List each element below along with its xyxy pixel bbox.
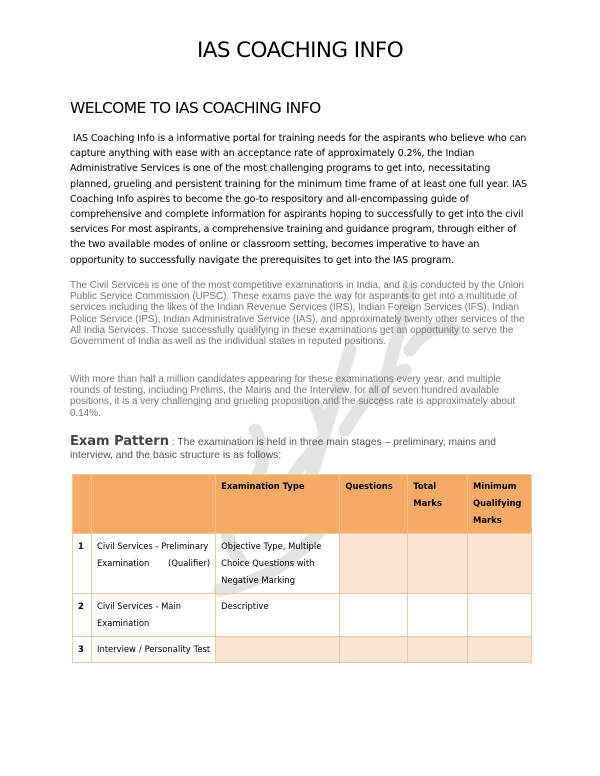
row-questions [340, 534, 408, 594]
header-stage [91, 475, 215, 534]
row-min-marks [468, 534, 532, 594]
header-num [73, 475, 92, 534]
row-exam-type: Objective Type, Multiple Choice Questions with Negative Marking [216, 534, 340, 594]
header-total-marks: Total Marks [408, 475, 468, 534]
section-heading: WELCOME TO IAS COACHING INFO [70, 99, 321, 117]
row-stage: Civil Services - Main Examination [91, 594, 215, 637]
row-total-marks [408, 594, 468, 637]
civil-services-paragraph: The Civil Services is one of the most competitive examinations in India, and it is conducted by the Union Public Service Commission (UPSC). These exams pave the way for aspirants to get into a multitude of services including the likes of the Indian Revenue Services (IRS), Indian Foreign Services (IFS), Indian Police Service (IPS), Indian Administrative Service (IAS), and approximately twenty other services of the All India Services. Those successfully qualifying in these examinations get an opportunity to serve the Government of India as well as the individual states in reputed positions. [70, 280, 525, 348]
row-questions [340, 594, 408, 637]
intro-paragraph: IAS Coaching Info is a informative portal for training needs for the aspirants who believe who can capture anything with ease with an acceptance rate of approximately 0.2%, the Indian Administrative Services is one of the most challenging programs to get into, necessitating planned, grueling and persistent training for the minimum time frame of at least one full year. IAS Coaching Info aspires to become the go-to respository and all-encompassing guide of comprehensive and complete information for aspirants hoping to successfully to get into the civil services For most aspirants, a comprehensive training and guidance program, through either of the two available modes of online or classroom setting, becomes imperative to have an opportunity to successfully navigate the prerequisites to get into the IAS program. [70, 133, 530, 266]
row-total-marks [408, 534, 468, 594]
row-questions [340, 637, 408, 663]
exam-pattern-intro [70, 435, 540, 462]
page-title: IAS COACHING INFO [196, 38, 404, 63]
row-stage: Interview / Personality Test [91, 637, 215, 663]
row-exam-type [216, 637, 340, 663]
table-row [73, 594, 532, 637]
table-row [73, 637, 532, 663]
header-exam-type: Examination Type [216, 475, 340, 534]
exam-pattern-table [72, 474, 532, 663]
header-min-marks: Minimum Qualifying Marks [468, 475, 532, 534]
exam-pattern-label: Exam Pattern [70, 434, 169, 449]
row-stage: Civil Services - Preliminary Examination (Qualifier) [91, 534, 215, 594]
exam-pattern-text: : The examination is held in three main stages – preliminary, mains and interview, and the basic structure is as follows: [70, 437, 496, 461]
row-exam-type: Descriptive [216, 594, 340, 637]
table-header-row [73, 475, 532, 534]
row-num: 1 [73, 534, 92, 594]
row-min-marks [468, 637, 532, 663]
row-total-marks [408, 637, 468, 663]
row-num: 2 [73, 594, 92, 637]
row-min-marks [468, 594, 532, 637]
table-row [73, 534, 532, 594]
header-questions: Questions [340, 475, 408, 534]
candidates-paragraph: With more than half a million candidates appearing for these examinations every year, and multiple rounds of testing, including Prelims, the Mains and the Interview, for all of seven hundred available positions, it is a very challenging and grueling proposition and the success rate is approximately about 0.14%. [70, 374, 516, 419]
row-num: 3 [73, 637, 92, 663]
